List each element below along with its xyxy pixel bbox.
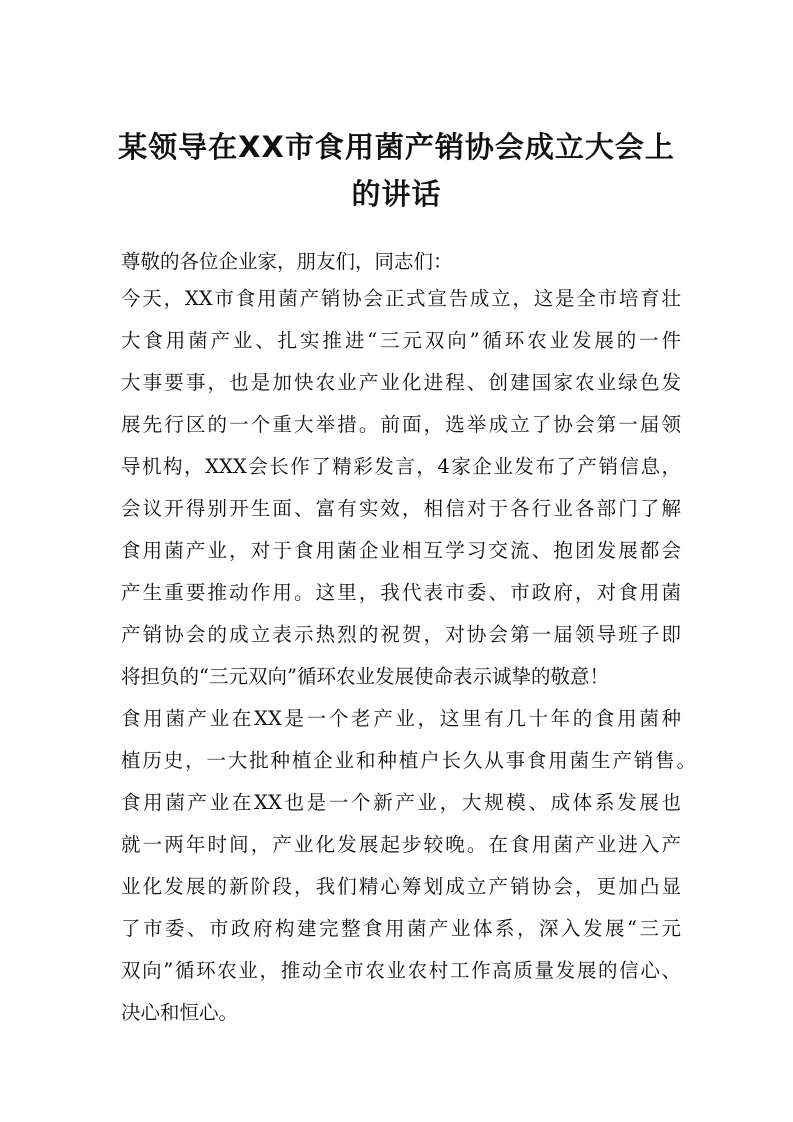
body-line: 食用菌产业在XX也是一个新产业，大规模、成体系发展也 bbox=[121, 791, 681, 814]
body-line: 植历史，一大批种植企业和种植户长久从事食用菌生产销售。 bbox=[121, 749, 696, 772]
document-title-line-1: 某领导在XX市食用菌产销协会成立大会上 bbox=[118, 130, 675, 164]
body-line: 大事要事，也是加快农业产业化进程、创建国家农业绿色发 bbox=[121, 371, 681, 394]
body-line: 双向”循环农业，推动全市农业农村工作高质量发展的信心、 bbox=[121, 959, 681, 982]
body-line: 食用菌产业，对于食用菌企业相互学习交流、抱团发展都会 bbox=[121, 539, 681, 562]
body-line: 就一两年时间，产业化发展起步较晚。在食用菌产业进入产 bbox=[121, 833, 681, 856]
body-line: 将担负的“三元双向”循环农业发展使命表示诚挚的敬意！ bbox=[121, 665, 609, 688]
body-line: 导机构，XXX会长作了精彩发言，4家企业发布了产销信息， bbox=[121, 455, 681, 478]
body-line: 展先行区的一个重大举措。前面，选举成立了协会第一届领 bbox=[121, 413, 681, 436]
body-line: 大食用菌产业、扎实推进“三元双向”循环农业发展的一件 bbox=[121, 329, 681, 352]
body-line: 了市委、市政府构建完整食用菌产业体系，深入发展“三元 bbox=[121, 917, 681, 940]
body-line: 业化发展的新阶段，我们精心筹划成立产销协会，更加凸显 bbox=[121, 875, 681, 898]
body-line: 产生重要推动作用。这里，我代表市委、市政府，对食用菌 bbox=[121, 581, 681, 604]
body-line: 会议开得别开生面、富有实效，相信对于各行业各部门了解 bbox=[121, 497, 681, 520]
body-line: 今天，XX市食用菌产销协会正式宣告成立，这是全市培育壮 bbox=[121, 287, 681, 310]
body-line: 食用菌产业在XX是一个老产业，这里有几十年的食用菌种 bbox=[121, 707, 681, 730]
body-line: 决心和恒心。 bbox=[121, 1001, 239, 1024]
body-line: 产销协会的成立表示热烈的祝贺，对协会第一届领导班子即 bbox=[121, 623, 681, 646]
document-title-line-2: 的讲话 bbox=[351, 177, 442, 211]
salutation-line: 尊敬的各位企业家，朋友们，同志们： bbox=[121, 250, 453, 273]
